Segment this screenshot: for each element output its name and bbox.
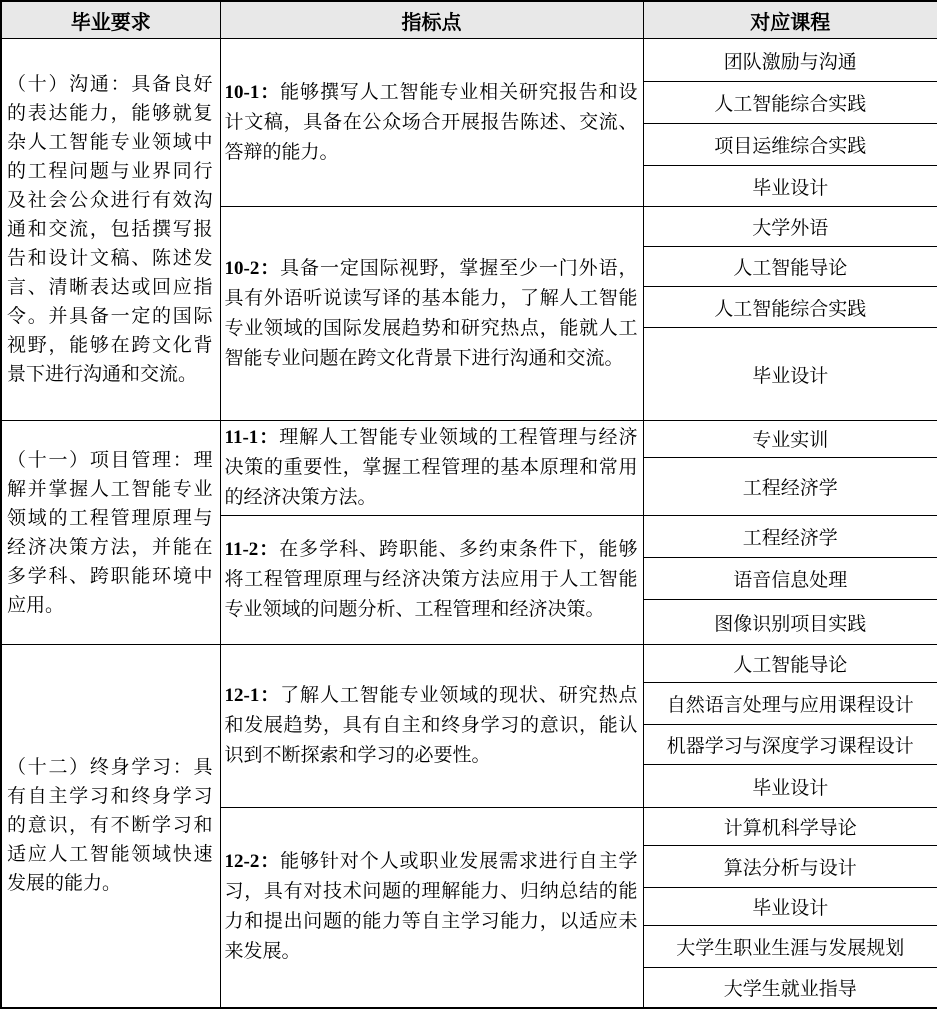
course-cell: 团队激励与沟通 [643, 39, 937, 82]
course-cell: 大学外语 [643, 207, 937, 247]
indicator-cell [220, 516, 643, 645]
indicator-id: 12-1： [224, 685, 281, 706]
course-cell: 大学生就业指导 [643, 968, 937, 1008]
course-cell: 人工智能综合实践 [643, 82, 937, 124]
indicator-text: 能够针对个人或职业发展需求进行自主学习，具有对技术问题的理解能力、归纳总结的能力和提出问题的能力等自主学习能力，以适应未来发展。 [224, 851, 638, 963]
requirement-cell [1, 421, 220, 645]
indicator-id: 10-2： [224, 257, 281, 279]
indicator-id: 10-1： [224, 81, 281, 103]
course-cell: 大学生职业生涯与发展规划 [643, 926, 937, 968]
table-row [1, 39, 937, 82]
indicator-cell [220, 39, 643, 207]
course-cell: 人工智能导论 [643, 645, 937, 683]
course-cell: 计算机科学导论 [643, 808, 937, 846]
indicator-id: 12-2： [224, 851, 281, 873]
table-body [1, 39, 937, 1008]
course-cell: 图像识别项目实践 [643, 600, 937, 645]
requirement-text: （十）沟通：具备良好的表达能力，能够就复杂人工智能专业领域中的工程问题与业界同行及社会公众进行有效沟通和交流，包括撰写报告和设计文稿、陈述发言、清晰表达或回应指令。并具备一定的国际视野，能够在跨文化背景下进行沟通和交流。 [7, 74, 213, 385]
indicator-id: 11-2： [224, 539, 280, 560]
indicator-cell [220, 645, 643, 808]
course-cell: 人工智能综合实践 [643, 287, 937, 328]
course-cell: 毕业设计 [643, 888, 937, 926]
course-cell: 毕业设计 [643, 765, 937, 808]
indicator-text: 能够撰写人工智能专业相关研究报告和设计文稿，具备在公众场合开展报告陈述、交流、答辩的能力。 [224, 81, 638, 163]
header-courses: 对应课程 [643, 1, 937, 39]
indicator-cell [220, 421, 643, 516]
requirement-cell [1, 39, 220, 421]
course-cell: 毕业设计 [643, 166, 937, 207]
requirement-cell [1, 645, 220, 1008]
indicator-cell [220, 808, 643, 1008]
header-indicator: 指标点 [220, 1, 643, 39]
indicator-text: 在多学科、跨职能、多约束条件下，能够将工程管理原理与经济决策方法应用于人工智能专业领域的问题分析、工程管理和经济决策。 [224, 539, 638, 620]
indicator-text: 理解人工智能专业领域的工程管理与经济决策的重要性，掌握工程管理的基本原理和常用的经济决策方法。 [224, 427, 638, 508]
course-cell: 工程经济学 [643, 516, 937, 558]
requirement-text: （十一）项目管理：理解并掌握人工智能专业领域的工程管理原理与经济决策方法，并能在多学科、跨职能环境中应用。 [7, 449, 213, 616]
course-cell: 人工智能导论 [643, 247, 937, 287]
course-cell: 毕业设计 [643, 328, 937, 421]
header-requirement: 毕业要求 [1, 1, 220, 39]
indicator-text: 了解人工智能专业领域的现状、研究热点和发展趋势，具有自主和终身学习的意识，能认识到不断探索和学习的必要性。 [224, 685, 638, 766]
table-row [1, 421, 937, 458]
course-cell: 工程经济学 [643, 457, 937, 515]
course-cell: 算法分析与设计 [643, 846, 937, 888]
requirement-text: （十二）终身学习：具有自主学习和终身学习的意识，有不断学习和适应人工智能领域快速发展的能力。 [7, 757, 213, 895]
course-cell: 专业实训 [643, 421, 937, 458]
course-cell: 项目运维综合实践 [643, 124, 937, 166]
course-cell: 机器学习与深度学习课程设计 [643, 725, 937, 765]
table-row [1, 645, 937, 683]
indicator-text: 具备一定国际视野，掌握至少一门外语，具有外语听说读写译的基本能力，了解人工智能专业领域的国际发展趋势和研究热点，能就人工智能专业问题在跨文化背景下进行沟通和交流。 [224, 257, 638, 369]
course-cell: 自然语言处理与应用课程设计 [643, 683, 937, 725]
indicator-cell [220, 207, 643, 421]
header-row [1, 1, 937, 39]
indicator-id: 11-1： [224, 427, 280, 448]
course-cell: 语音信息处理 [643, 558, 937, 600]
